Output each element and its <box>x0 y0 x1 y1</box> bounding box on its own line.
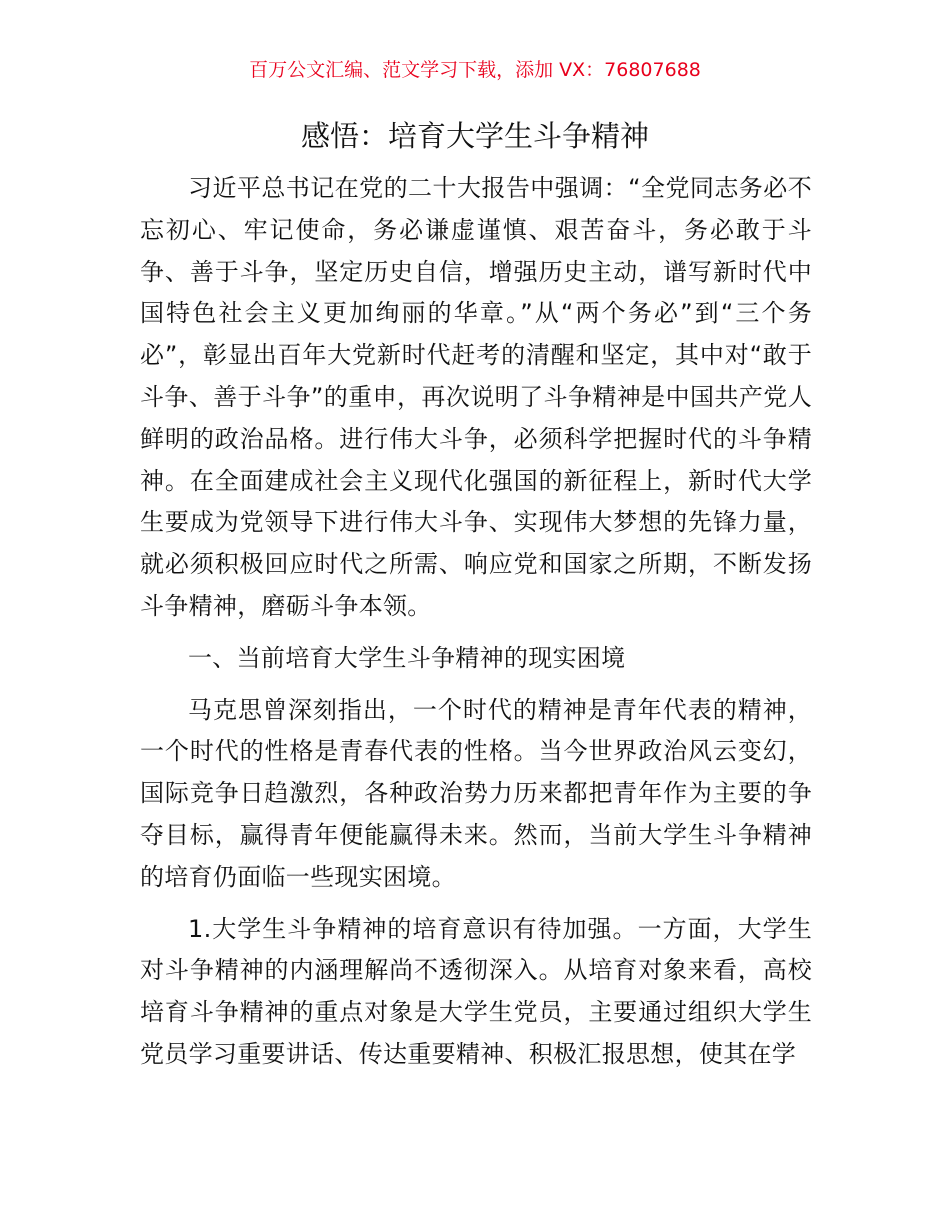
paragraph-intro: 习近平总书记在党的二十大报告中强调：“全党同志务必不忘初心、牢记使命，务必谦虚谨慎、艰苦奋斗，务必敢于斗争、善于斗争，坚定历史自信，增强历史主动，谱写新时代中国特色社会主义更加绚丽的华章。”从“两个务必”到“三个务必”，彰显出百年大党新时代赶考的清醒和坚定，其中对“敢于斗争、善于斗争”的重申，再次说明了斗争精神是中国共产党人鲜明的政治品格。进行伟大斗争，必须科学把握时代的斗争精神。在全面建成社会主义现代化强国的新征程上，新时代大学生要成为党领导下进行伟大斗争、实现伟大梦想的先锋力量，就必须积极回应时代之所需、响应党和国家之所期，不断发扬斗争精神，磨砺斗争本领。 <box>140 174 812 620</box>
header-note: 百万公文汇编、范文学习下载，添加 VX：76807688 <box>249 59 701 81</box>
document-body <box>140 168 812 1086</box>
section-heading-1: 一、当前培育大学生斗争精神的现实困境 <box>188 643 626 672</box>
paragraph-point-1: 1.大学生斗争精神的培育意识有待加强。一方面，大学生对斗争精神的内涵理解尚不透彻深入。从培育对象来看，高校培育斗争精神的重点对象是大学生党员，主要通过组织大学生党员学习重要讲话、传达重要精神、积极汇报思想，使其在学 <box>140 914 812 1068</box>
document-title: 感悟：培育大学生斗争精神 <box>300 119 649 153</box>
paragraph-section-1: 马克思曾深刻指出，一个时代的精神是青年代表的精神，一个时代的性格是青春代表的性格。当今世界政治风云变幻，国际竞争日趋激烈，各种政治势力历来都把青年作为主要的争夺目标，赢得青年便能赢得未来。然而，当前大学生斗争精神的培育仍面临一些现实困境。 <box>140 695 812 891</box>
